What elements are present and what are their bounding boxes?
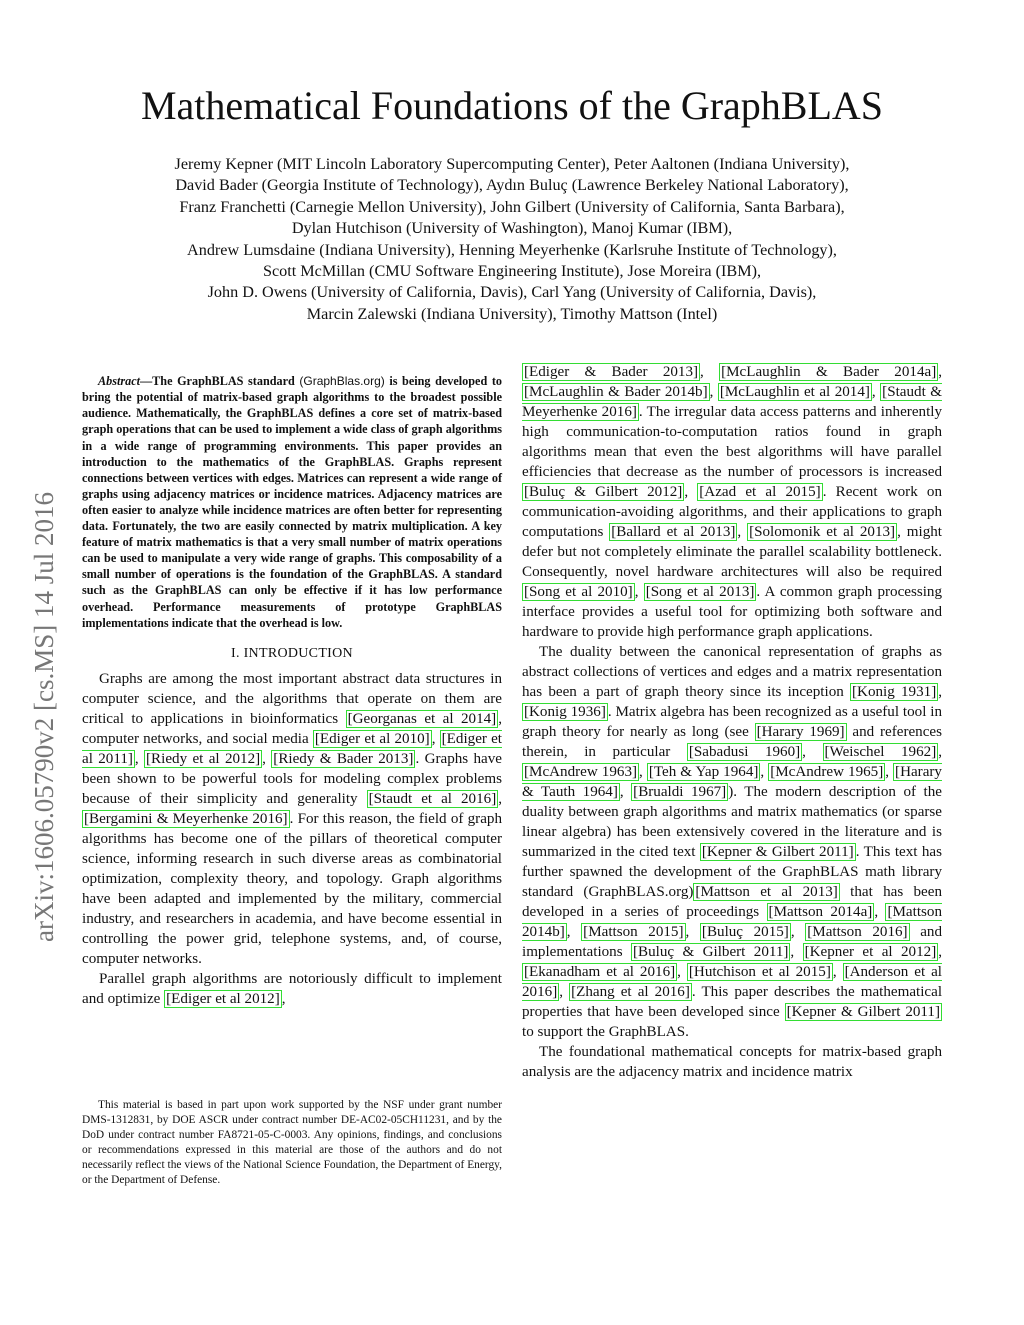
citation-link[interactable]: [Sabadusi 1960] — [688, 744, 801, 760]
citation-link[interactable]: [McAndrew 1963] — [524, 764, 638, 780]
citation-link[interactable]: [Buluç & Gilbert 2012] — [524, 484, 683, 500]
author-line: Andrew Lumsdaine (Indiana University), Henning Meyerhenke (Karlsruhe Institute of Technology), — [187, 240, 837, 259]
citation-link[interactable]: [Zhang et al 2016] — [571, 984, 690, 1000]
citation-link[interactable]: [Ediger et al 2012] — [166, 990, 280, 1007]
citation-link[interactable]: [Mattson 2015] — [583, 924, 684, 940]
citation-link[interactable]: [Kepner & Gilbert 2011] — [786, 1004, 940, 1020]
footnote: This material is based in part upon work supported by the NSF under grant number DMS-1312831, by DOE ASCR under contract number DE-AC02-05CH11231, and by the DoD under contract number FA8721-05-C-0003. Any opinions, findings, and conclusions or recommendations expressed in this material are those of the authors and do not necessarily reflect the views of the National Science Foundation, the Department of Energy, or the Department of Defense. — [82, 1099, 502, 1186]
citation-link[interactable]: [Solomonik et al 2013] — [749, 524, 896, 540]
arxiv-sidebar — [26, 492, 66, 982]
citation-link[interactable]: [Riedy & Bader 2013] — [273, 750, 414, 767]
author-list — [60, 154, 964, 325]
citation-link[interactable]: [Konig 1931] — [852, 684, 937, 700]
section-heading: I. INTRODUCTION — [231, 645, 353, 661]
citation-link[interactable]: [Weischel 1962] — [824, 744, 937, 760]
citation-link[interactable]: [Ballard et al 2013] — [611, 524, 736, 540]
author-line: John D. Owens (University of California, Davis), Carl Yang (University of California, Davis), — [207, 283, 817, 302]
citation-link[interactable]: [Riedy et al 2012] — [146, 750, 261, 767]
citation-link[interactable]: [Harary & Tauth 1964] — [522, 764, 942, 800]
intro-paragraph: Graphs are among the most important abstract data structures in computer science, and the algorithms that operate on them are critical to applications in bioinformatics [Georganas et al 2014] , computer networks, and social media [Ediger et al 2010] , [Ediger et al 2011] , [Riedy et al 2012] , [Riedy & Bader 2013] . Graphs have been shown to be powerful tools for modeling complex problems because of their simplicity and generality [Staudt et al 2016] , [Bergamini & Meyerhenke 2016] . For this reason, the field of graph algorithms has become one of the pillars of theoretical computer science, informing research in such diverse areas as combinatorial optimization, complexity theory, and topology. Graph algorithms have been adapted and implemented by the military, commercial industry, and researchers in academia, and have become essential in controlling the power grid, telephone systems, and, of course, computer networks. — [82, 670, 503, 967]
intro-paragraph: Parallel graph algorithms are notoriously difficult to implement and optimize [Ediger et al 2012] , — [82, 970, 502, 1007]
citation-link[interactable]: [Teh & Yap 1964] — [648, 764, 759, 780]
citation-link[interactable]: [McLaughlin et al 2014] — [719, 384, 870, 400]
citation-link[interactable]: [Buluç & Gilbert 2011] — [633, 944, 789, 960]
citation-link[interactable]: [Mattson et al 2013] — [695, 884, 838, 900]
author-line: Dylan Hutchison (University of Washington), Manoj Kumar (IBM), — [291, 219, 733, 238]
citation-link[interactable]: [Mattson 2014a] — [768, 904, 873, 920]
graphblas-site: (GraphBlas.org) — [299, 374, 385, 389]
citation-link[interactable]: [McAndrew 1965] — [770, 764, 884, 780]
citation-link[interactable]: [Bergamini & Meyerhenke 2016] — [84, 810, 288, 827]
citation-link[interactable]: [Anderson et al 2016] — [522, 964, 942, 1000]
author-line: Franz Franchetti (Carnegie Mellon University), John Gilbert (University of California, Santa Barbara), — [179, 197, 845, 216]
citation-link[interactable]: [Kepner et al 2012] — [804, 944, 937, 960]
author-line: David Bader (Georgia Institute of Technology), Aydın Buluç (Lawrence Berkeley National Laboratory), — [175, 176, 849, 195]
author-line: Scott McMillan (CMU Software Engineering Institute), Jose Moreira (IBM), — [262, 262, 762, 281]
citation-link[interactable]: [Mattson 2014b] — [522, 904, 942, 940]
citation-link[interactable]: [Brualdi 1967] — [633, 784, 727, 800]
citation-link[interactable]: [Song et al 2013] — [645, 584, 755, 600]
abstract-label: Abstract — [98, 374, 140, 389]
citation-link[interactable]: [Staudt et al 2016] — [368, 790, 497, 807]
citation-link[interactable]: [Buluç 2015] — [701, 924, 789, 940]
citation-link[interactable]: [Hutchison et al 2015] — [688, 964, 831, 980]
citation-link[interactable]: [Song et al 2010] — [524, 584, 633, 600]
citation-link[interactable]: [Staudt & Meyerhenke 2016] — [522, 384, 942, 420]
left-column — [82, 361, 502, 1009]
intro-paragraph-continued: [Ediger & Bader 2013] , [McLaughlin & Bader 2014a] , [McLaughlin & Bader 2014b] , [McLaughlin et al 2014] , [Staudt & Meyerhenke 2016] . The irregular data access patterns and inherently high communication-to-computation ratios found in graph algorithms mean that even the best algorithms will have parallel efficiencies that decrease as the number of processors is increased [Buluç & Gilbert 2012] , [Azad et al 2015] . Recent work on communication-avoiding algorithms, and their applications to graph computations [Ballard et al 2013] , [Solomonik et al 2013] , might defer but not completely eliminate the parallel scalability bottleneck. Consequently, novel hardware architectures will also be required [Song et al 2010] , [Song et al 2013] . A common graph processing interface provides a useful tool for optimizing both software and hardware to provide high performance graph applications. — [522, 364, 943, 640]
citation-link[interactable]: [Ediger et al 2010] — [314, 730, 430, 747]
citation-link[interactable]: [Ediger et al 2011] — [82, 730, 502, 767]
citation-link[interactable]: [McLaughlin & Bader 2014a] — [721, 364, 937, 380]
intro-paragraph: The duality between the canonical representation of graphs as abstract collections of vertices and edges and a matrix representation has been a part of graph theory since its inception [Konig 1931] , [Konig 1936] . Matrix algebra has been recognized as a useful tool in graph theory for nearly as long (see [Harary 1969] and references therein, in particular [Sabadusi 1960] , [Weischel 1962] , [McAndrew 1963] , [Teh & Yap 1964] , [McAndrew 1965] , [Harary & Tauth 1964] , [Brualdi 1967] ). The modern description of the duality between graph algorithms and matrix mathematics (or sparse linear algebra) has been extensively covered in the literature and is summarized in the cited text [Kepner & Gilbert 2011] . This text has further spawned the development of the GraphBLAS math library standard (GraphBLAS.org) [Mattson et al 2013] that has been developed in a series of proceedings [Mattson 2014a] , [Mattson 2014b] , [Mattson 2015] , [Buluç 2015] , [Mattson 2016] and implementations [Buluç & Gilbert 2011] , [Kepner et al 2012] , [Ekanadham et al 2016] , [Hutchison et al 2015] , [Anderson et al 2016] , [Zhang et al 2016] . This paper describes the mathematical properties that have been developed since [Kepner & Gilbert 2011] to support the GraphBLAS. — [522, 644, 943, 1040]
citation-link[interactable]: [McLaughlin & Bader 2014b] — [524, 384, 708, 400]
citation-link[interactable]: [Ediger & Bader 2013] — [524, 364, 699, 380]
citation-link[interactable]: [Georganas et al 2014] — [347, 710, 497, 727]
author-line: Marcin Zalewski (Indiana University), Timothy Mattson (Intel) — [306, 304, 718, 323]
citation-link[interactable]: [Kepner & Gilbert 2011] — [701, 844, 854, 860]
paper-title: Mathematical Foundations of the GraphBLAS — [140, 83, 884, 128]
abstract: Abstract—The GraphBLAS standard (GraphBlas.org) is being developed to bring the potential of matrix-based graph algorithms to the broadest possible audience. Mathematically, the GraphBLAS defines a core set of matrix-based graph operations that can be used to implement a wide class of graph algorithms in a wide range of programming environments. This paper provides an introduction to the mathematics of the GraphBLAS. Graphs represent connections between vertices with edges. Matrices can represent a wide range of graphs using adjacency matrices or incidence matrices. Adjacency matrices are often easier to analyze while incidence matrices are often better for representing data. Fortunately, the two are easily connected by matrix multiplication. A key feature of matrix mathematics is that a very small number of matrix operations can be used to manipulate a very wide range of graphs. This composability of a small number of operations is the foundation of the GraphBLAS. A standard such as the GraphBLAS can only be effective if it has low performance overhead. Performance measurements of prototype GraphBLAS implementations indicate that the overhead is low. — [82, 374, 502, 630]
citation-link[interactable]: [Ekanadham et al 2016] — [524, 964, 676, 980]
citation-link[interactable]: [Konig 1936] — [524, 704, 606, 720]
arxiv-identifier: arXiv:1606.05790v2 [cs.MS] 14 Jul 2016 — [29, 492, 59, 942]
citation-link[interactable]: [Azad et al 2015] — [699, 484, 821, 500]
intro-paragraph: The foundational mathematical concepts for matrix-based graph analysis are the adjacency matrix and incidence matrix — [522, 1044, 942, 1080]
citation-link[interactable]: [Mattson 2016] — [807, 924, 908, 940]
right-column — [522, 362, 942, 1082]
citation-link[interactable]: [Harary 1969] — [756, 724, 845, 740]
author-line: Jeremy Kepner (MIT Lincoln Laboratory Supercomputing Center), Peter Aaltonen (Indiana University), — [174, 155, 850, 173]
